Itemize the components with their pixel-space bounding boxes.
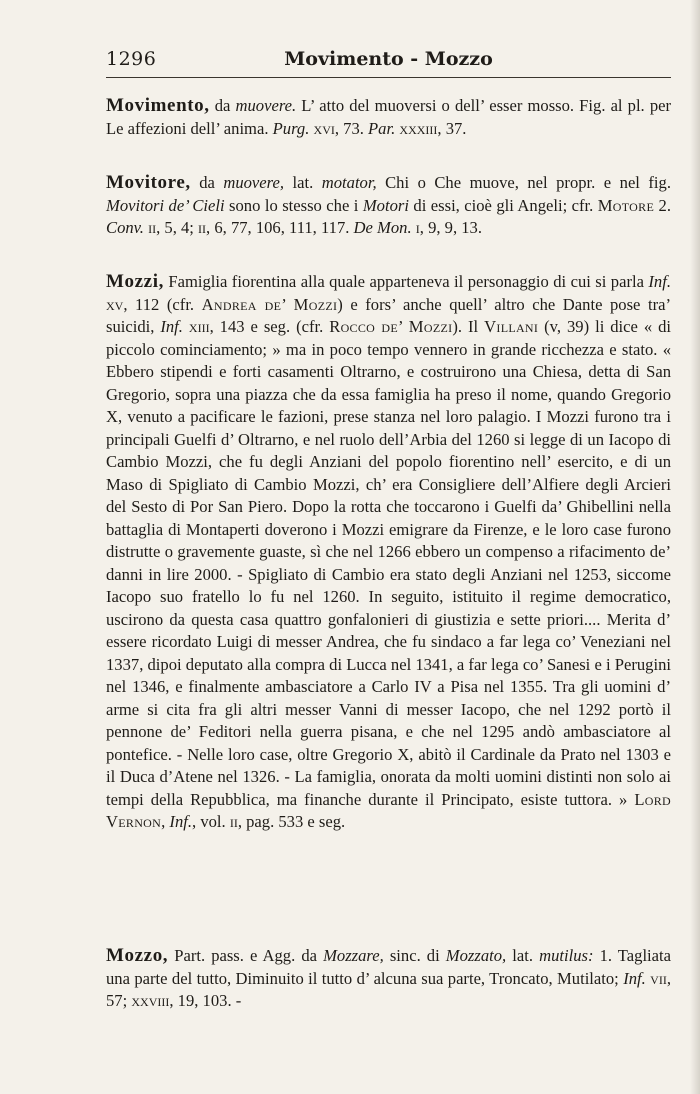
text-run: , 112 (cfr. — [123, 294, 202, 314]
italic-run: De Mon. — [353, 218, 412, 237]
text-run: L’ atto del muoversi o dell’ esser mosso. Fig. al pl. per Le affezioni dell’ anima. — [106, 96, 672, 138]
text-run: , 9, 9, 13. — [419, 218, 482, 237]
text-run: ) e fors’ anche quell’ altro che Dante pose tra’ suicidi, — [106, 294, 672, 336]
entry-term: Mozzo, — [106, 945, 169, 966]
text-run: , 19, 103. - — [169, 991, 242, 1010]
italic-run: muovere, — [223, 173, 285, 192]
italic-run: Movitori de’ Cieli — [106, 195, 225, 215]
running-head: Movimento - Mozzo — [284, 48, 493, 70]
roman-numeral: i — [411, 218, 420, 237]
italic-run: Purg. — [272, 118, 310, 138]
italic-run: Mozzato, — [445, 946, 507, 965]
text-run: da — [209, 96, 236, 115]
text-run: , 143 e seg. (cfr. — [209, 317, 330, 336]
roman-numeral: xxxiii — [395, 118, 438, 138]
text-run: , 57; — [106, 968, 671, 1010]
page-header — [106, 48, 671, 72]
entry-movimento — [106, 95, 671, 140]
entry-body — [106, 173, 671, 237]
entry-term: Mozzi, — [106, 271, 164, 292]
text-run: da — [190, 173, 224, 192]
roman-numeral: ii — [198, 218, 207, 237]
italic-run: motator, — [321, 173, 377, 192]
italic-run: mutilus: — [539, 946, 594, 965]
entry-mozzo — [106, 945, 671, 1013]
text-run: Famiglia fiorentina alla quale apparteneva il personaggio di cui si parla — [163, 272, 649, 291]
italic-run: Mozzare, — [323, 946, 384, 965]
entry-term: Movimento, — [106, 95, 210, 116]
smallcaps-run: Lord Vernon — [106, 789, 671, 831]
text-run: lat. — [506, 946, 540, 965]
header-rule — [106, 77, 671, 78]
text-run: , 5, 4; — [156, 218, 199, 237]
page-number: 1296 — [106, 48, 157, 70]
italic-run: Motori — [362, 195, 409, 215]
smallcaps-run: Rocco de’ Mozzi — [329, 317, 453, 336]
entry-body — [106, 946, 671, 1010]
italic-run: Inf. — [648, 272, 671, 291]
text-run: , pag. 533 e seg. — [237, 812, 346, 831]
text-run: ). Il — [452, 317, 485, 336]
page-edge-shadow — [690, 0, 700, 1094]
text-run: sono lo stesso che i — [224, 195, 363, 215]
italic-run: Inf. — [160, 317, 183, 336]
roman-numeral: xiii — [182, 317, 210, 336]
smallcaps-run: Andrea de’ Mozzi — [201, 294, 338, 314]
text-run: di essi, cioè gli Angeli; cfr. — [408, 195, 598, 215]
roman-numeral: ii — [143, 218, 157, 237]
roman-numeral: xv — [106, 294, 124, 314]
roman-numeral: xvi — [309, 118, 335, 138]
text-run: 1. Tagliata una parte del tutto, Diminuito il tutto d’ alcuna sua parte, Troncato, Mutilato; — [106, 946, 672, 988]
text-run: lat. — [284, 173, 322, 192]
italic-run: Inf. — [623, 968, 646, 988]
entry-body — [106, 272, 671, 831]
text-run: , 73. — [334, 118, 369, 138]
roman-numeral: xxviii — [131, 991, 170, 1010]
text-run: (v, 39) li dice « di piccolo cominciamento; » ma in poco tempo vennero in grande ricchezza e stato. « Ebbero stipendi e forti casamenti Oltrarno, e costruirono una Chiesa, detta di San Gregorio, sopra una piazza che da essa famiglia ha preso il nome, quando Gregorio X, venuto a pacificare le fazioni, prese stanza nel loro palagio. I Mozzi furono tra i principali Guelfi d’ Oltrarno, e nel ruolo dell’Arbia del 1260 si legge di un Iacopo di Cambio Mozzi, che fu degli Anziani del popolo fiorentino nell’ esercito, e di un Maso di Spigliato di Cambio Mozzi, ch’ era Consigliere dell’Alfiere degli Arcieri del Sesto di Por San Piero. Dopo la rotta che toccarono i Guelfi da’ Ghibellini nella battaglia di Montaperti doverono i Mozzi emigrare da Firenze, e le loro case furono distrutte o gravemente guaste, sì che nel 1266 ebbero un compenso a rifacimento de’ danni in lire 2000. - Spigliato di Cambio era stato degli Anziani nel 1253, siccome Iacopo suo fratello lo fu nel 1260. In seguito, istituito il regime democratico, uscirono da questa casa quattro gonfalonieri di giustizia e sette priori.... Merita d’ essere ricordato Luigi di messer Andrea, che fu sindaco a far lega co’ Veneziani nel 1337, dipoi deputato alla compra di Lucca nel 1341, a far lega co’ Sanesi e i Perugini nel 1346, e finalmente ambasciatore a Carlo IV a Pisa nel 1355. Tra gli uomini d’ arme si cita fra gli altri messer Vanni di messer Iacopo, che nel 1292 portò il pennone de’ Feditori nella guerra pisana, e che nel 1295 andò ambasciatore al pontefice. - Nelle loro case, oltre Gregorio X, abitò il Cardinale da Prato nel 1303 e il Duca d’Atene nel 1326. - La famiglia, onorata da molti uomini distinti non solo ai tempi della Repubblica, ma finanche durante il Principato, esiste tuttora. » — [106, 317, 672, 809]
roman-numeral: ii — [229, 812, 238, 831]
smallcaps-run: Motore — [597, 195, 655, 215]
text-run: Part. pass. e Agg. da — [168, 946, 324, 965]
text-run: , 6, 77, 106, 111, 117. — [206, 218, 354, 237]
text-run: , — [161, 812, 170, 831]
italic-run: Conv. — [106, 218, 144, 237]
text-run: , 37. — [437, 118, 467, 138]
text-run: Chi o Che muove, nel propr. e nel fig. — [376, 173, 671, 192]
text-run: 2. — [654, 195, 671, 215]
entry-mozzi — [106, 271, 671, 834]
smallcaps-run: Villani — [484, 317, 539, 336]
roman-numeral: vii — [645, 968, 667, 988]
text-run: sinc. di — [383, 946, 446, 965]
italic-run: Inf. — [169, 812, 193, 831]
entry-movitore — [106, 172, 671, 240]
text-run: , vol. — [192, 812, 230, 831]
italic-run: Par. — [368, 118, 396, 138]
italic-run: muovere. — [235, 96, 297, 115]
entry-term: Movitore, — [106, 172, 191, 193]
